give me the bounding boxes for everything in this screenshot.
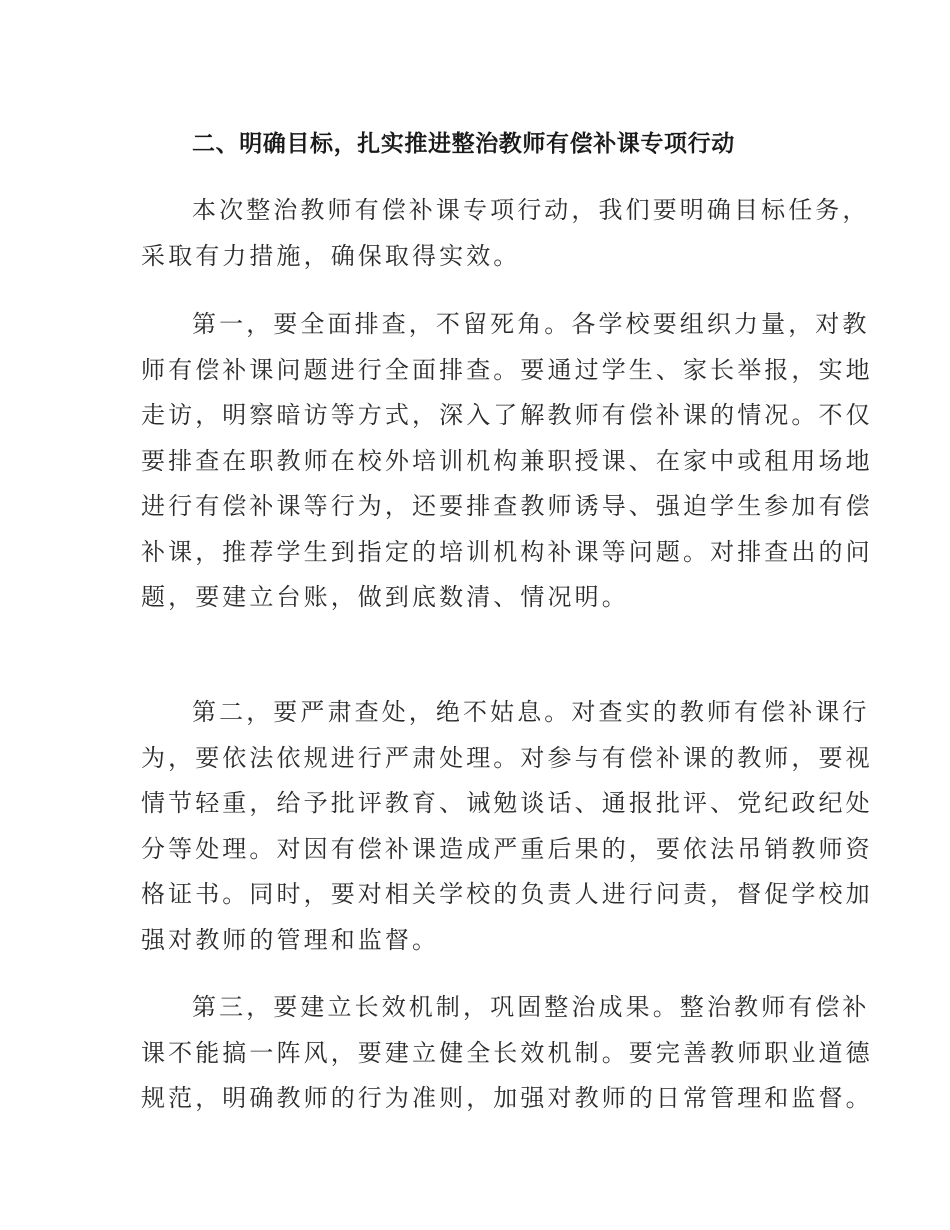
paragraph-line: 师有偿补课问题进行全面排查。要通过学生、家长举报，实地 — [141, 355, 873, 384]
paragraph-line: 题，要建立台账，做到底数清、情况明。 — [141, 583, 629, 611]
paragraph-line: 分等处理。对因有偿补课造成严重后果的，要依法吊销教师资 — [141, 834, 873, 863]
paragraph-second — [141, 690, 873, 963]
paragraph-line: 格证书。同时，要对相关学校的负责人进行问责，督促学校加 — [141, 880, 873, 908]
paragraph-line: 情节轻重，给予批评教育、诫勉谈话、通报批评、党纪政纪处 — [141, 789, 873, 817]
paragraph-line: 第一，要全面排查，不留死角。各学校要组织力量，对教 — [192, 310, 870, 338]
paragraph-line: 强对教师的管理和监督。 — [141, 925, 440, 954]
paragraph-line: 走访，明察暗访等方式，深入了解教师有偿补课的情况。不仅 — [141, 401, 873, 429]
paragraph-line: 规范，明确教师的行为准则，加强对教师的日常管理和监督。 — [141, 1084, 873, 1112]
paragraph-third — [141, 985, 873, 1122]
paragraph-line: 进行有偿补课等行为，还要排查教师诱导、强迫学生参加有偿 — [141, 492, 873, 520]
paragraph-line: 补课，推荐学生到指定的培训机构补课等问题。对排查出的问 — [141, 537, 873, 566]
paragraph-line: 第二，要严肃查处，绝不姑息。对查实的教师有偿补课行 — [192, 698, 870, 726]
paragraph-first — [141, 302, 873, 621]
paragraph-line: 采取有力措施，确保取得实效。 — [141, 241, 521, 270]
paragraph-line: 第三，要建立长效机制，巩固整治成果。整治教师有偿补 — [192, 993, 870, 1021]
paragraph-line: 课不能搞一阵风，要建立健全长效机制。要完善教师职业道德 — [141, 1038, 873, 1067]
paragraph-line: 为，要依法依规进行严肃处理。对参与有偿补课的教师，要视 — [141, 743, 873, 772]
section-heading: 二、明确目标，扎实推进整治教师有偿补课专项行动 — [192, 131, 735, 157]
paragraph-line: 本次整治教师有偿补课专项行动，我们要明确目标任务， — [192, 196, 870, 224]
paragraph-intro — [141, 188, 870, 279]
paragraph-line: 要排查在职教师在校外培训机构兼职授课、在家中或租用场地 — [141, 446, 873, 475]
